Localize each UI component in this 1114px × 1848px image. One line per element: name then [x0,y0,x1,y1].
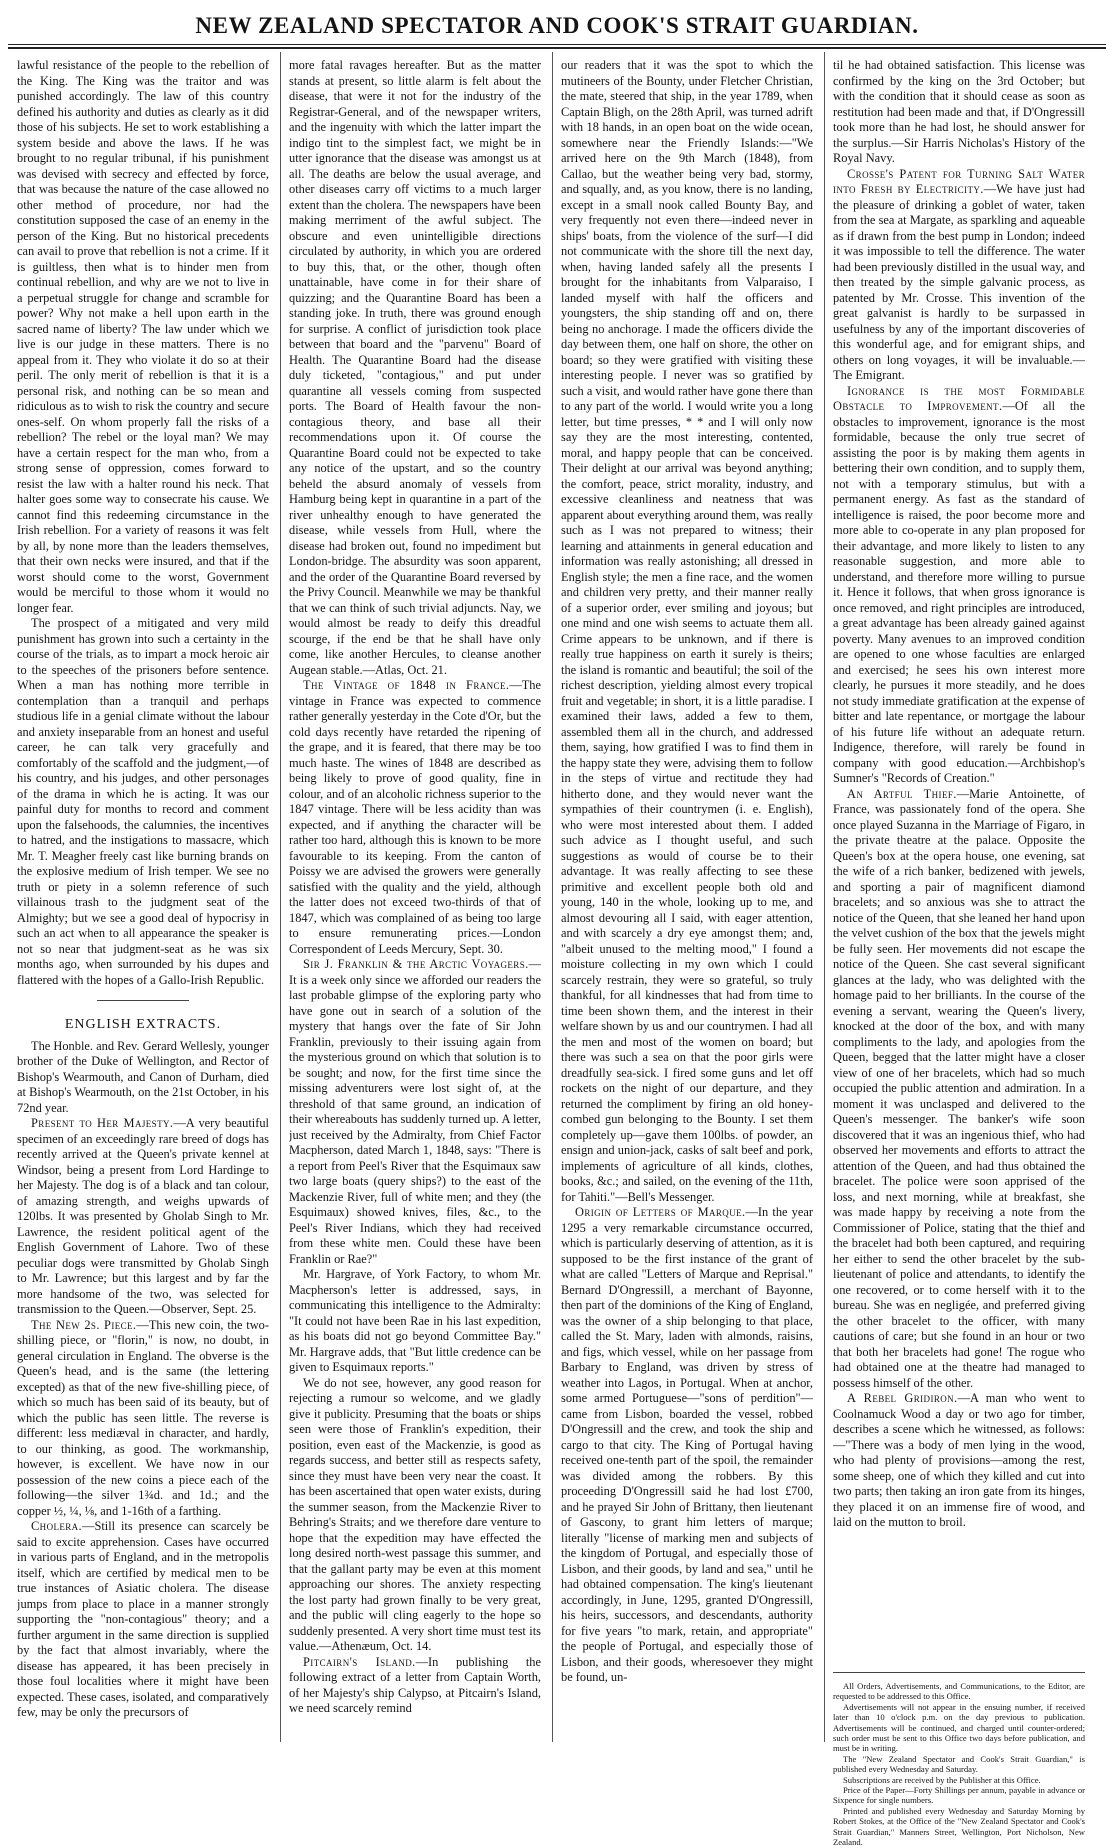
extract-text: —Marie Antoinette, of France, was passionately fond of the opera. She once played Suzanna in the Marriage of Figaro, in the private theatre at the palace. Opposite the Queen's box at the opera house, one evening, sat the wife of a rich banker, bedizened with jewels, and sporting a pair of magnificent diamond bracelets; and so anxious was she to attract the notice of the Queen, that she leaned her hand upon the velvet cushion of the box that the jewels might be fully seen. Her movements did not escape the notice of the Queen. She cast several significant glances at the lady, who was delighted with the homage paid to her brilliants. In the course of the evening a servant, wearing the Queen's livery, knocked at the door of the box, and with many compliments to the lady, and apologies from the Queen, begged that the latter might have a closer view of one of her bracelets, which had so much occupied the public attention and admiration. In a moment it was unclasped and delivered to the Queen's messenger. The banker's wife soon discovered that it was an ingenious thief, who had observed her movements and efforts to attract the attention of the Queen, and had thus obtained the bracelet. The police were soon apprised of the loss, and next morning, while at breakfast, she was made happy by receiving a note from the Commissioner of Police, stating that the thief and the bracelet had both been captured, and requiring her either to send the other bracelet by the sub-lieutenant of police and attendants, to identify the one recovered, or to come herself with it to the bureau. She was en negligée, and preferred giving the other bracelet to the officer, with many cautions of care; but she found in an hour or two that both her bracelets had gone! The rogue who had obtained one at the theatre had managed to possess himself of the other. [833,786,1085,1390]
extract-lead: The Vintage of 1848 in France. [303,678,510,692]
extract-paragraph [833,58,1085,167]
column-3 [561,58,813,1743]
column-divider [280,52,281,1742]
extract-paragraph [561,1205,813,1686]
extract-text: til he had obtained satisfaction. This license was confirmed by the king on the 3rd October; but with the condition that it should cease as soon as restitution had been made and that, if D'Ongressill took more than he had lost, he should answer for the surplus.—Sir Harris Nicholas's History of the Royal Navy. [833,58,1085,165]
publisher-notice [833,1672,1085,1848]
extract-lead: The New 2s. Piece. [31,1317,137,1332]
extract-text: —In the year 1295 a very remarkable circumstance occurred, which is particularly deserving of attention, as it is supposed to be the first instance of the grant of what are called "Letters of Marque and Reprisal." Bernard D'Ongressill, a merchant of Bayonne, then part of the dominions of the King of England, was the owner of a ship belonging to that place, called the St. Mary, laden with almonds, raisins, and figs, which vessel, while on her passage from Barbary to England, was driven by stress of weather into Lagos, in Portugal. When at anchor, some armed Portuguese—"sons of perdition"—came from Lisbon, boarded the vessel, robbed D'Ongressill and the crew, and took the ship and cargo to that city. The King of Portugal having received one-tenth part of the spoil, the remainder was divided among the robbers. By this proceeding D'Ongressill said he had lost £700, and he prayed Sir John of Brittany, then lieutenant of Gascony, to grant him letters of marque; literally "license of marking men and subjects of the kingdom of Portugal, and especially those of Lisbon, and their goods, by land and sea," until he had obtained compensation. The king's lieutenant accordingly, in June, 1295, granted D'Ongressill, his heirs, successors, and descendants, authority for five years "to mark, retain, and appropriate" the people of Portugal, and especially those of Lisbon, and their goods, wheresoever they might be found, un- [561,1205,813,1684]
extract-lead: Present to Her Majesty. [31,1116,174,1130]
extract-paragraph [833,1391,1085,1531]
notice-line: The "New Zealand Spectator and Cook's Strait Guardian," is published every Wednesday and Saturday. [833,1753,1085,1775]
notice-line: All Orders, Advertisements, and Communications, to the Editor, are requested to be addressed to this Office. [833,1681,1085,1702]
extract-text: —It is a week only since we afforded our readers the last probable glimpse of the exploring party who have gone out in search of a solution of the mystery that hangs over the fate of Sir John Franklin, previously to their issuing again from the mysterious ground on which that solution is to be sought; and now, for the first time since the missing adventurers were lost sight of, at the threshold of that same ground, an indication of their whereabouts has suddenly turned up. A letter, just received by the Admiralty, from Chief Factor Macpherson, dated March 1, 1848, says: "There is a report from Peel's River that the Esquimaux saw two large boats (query ships?) to the east of the Mackenzie River, full of white men; and they (the Esquimaux) showed knives, files, &c., to the Peel's River Indians, which they had received from these white men. Could these have been Franklin or Rae?" [289,957,541,1266]
extract-paragraph [289,678,541,957]
extract-paragraph [17,1318,269,1520]
notice-line: Printed and published every Wednesday and Saturday Morning by Robert Stokes, at the Office of the "New Zealand Spectator and Cook's Strait Guardian," Manners Street, Wellington, Port Nicholson, New Zealand. [833,1805,1085,1848]
extract-paragraph [289,957,541,1267]
section-rule [97,1000,189,1001]
column-1 [17,58,269,1743]
editorial-paragraph: lawful resistance of the people to the rebellion of the King. The King was the traitor and was punished accordingly. The law of this country defined his authority and duties as clearly as it did those of his subjects. He set to work establishing a system beside and above the laws. If he was brought to no regular tribunal, if his punishment was devised with secrecy and effected by force, that was because the nature of the case allowed no other method of procedure, nor had the constitution supposed the case of an enemy in the person of the King. But no historical precedents can avail to prove that rebellion is not a crime. If it is guiltless, then what is to hinder men from continual rebellion, and why are we not to live in a perpetual struggle for change and scramble for power? Why not make a hell upon earth in the sacred name of liberty? The law under which we live is our judge in these matters. There is no appeal from it. They who violate it do so at their peril. The only merit of rebellion is that it is a personal risk, and nothing can be so mean and ridiculous as to wish to risk the country and secure ones-self. On whom properly fall the risks of a rebellion? The rebel or the loyal man? We may have a certain respect for the man who, from a strong sense of oppression, comes forward to resist the law with a halter round his neck. That halter goes some way to consecrate his cause. We cannot find this redeeming circumstance in the Irish rebellion. For a variety of reasons it was felt by all, by none more than the leaders themselves, that their own necks were insured, and that if the worst should come to the worst, Government would be merciful to those whom it would no longer fear. [17,58,269,615]
extract-text: —The vintage in France was expected to commence rather generally yesterday in the Cote d'Or, but the cold days recently have retarded the ripening of the grape, and it is feared, that there may be too much haste. The wines of 1848 are described as being likely to prove of good quality, fine in colour, and of an alcoholic richness superior to the 1847 vintage. There will be less acidity than was expected, and if anything the character will be rather too hard, although this is known to be more favourable to its keeping. From the canton of Poissy we are advised the growers were generally satisfied with the quality and the yield, although the latter does not exceed two-thirds of that of 1847, which was complained of as being too large to ensure remunerating prices.—London Correspondent of Leeds Mercury, Sept. 30. [289,678,541,956]
extract-text: —Of all the obstacles to improvement, ignorance is the most formidable, because the only true secret of assisting the poor is by making them agents in bettering their own condition, and to supply them, not with a temporary stimulus, but with a permanent energy. As fast as the standard of intelligence is raised, the poor become more and more able to co-operate in any plan proposed for their advantage, and more likely to listen to any reasonable suggestion, and more able to understand, and therefore more willing to pursue it. Hence it follows, that when gross ignorance is once removed, and right principles are introduced, a great advantage has been already gained against poverty. Many avenues to an improved condition are opened to one whose faculties are enlarged and exercised; he sees his own interest more clearly, he pursues it more steadily, and he does not study immediate gratification at the expense of bitter and late repentance, or mortgage the labour of his future life without an adequate return. Indigence, therefore, will rarely be found in company with good education.—Archbishop's Sumner's "Records of Creation." [833,399,1085,785]
extract-lead: Origin of Letters of Marque. [575,1205,746,1219]
masthead-title: NEW ZEALAND SPECTATOR AND COOK'S STRAIT GUARDIAN. [195,13,919,38]
notice-line: Price of the Paper—Forty Shillings per annum, payable in advance or Sixpence for single numbers. [833,1785,1085,1806]
page-header [0,0,1114,46]
extract-text: —In publishing the following extract of a letter from Captain Worth, of her Majesty's ship Calypso, at Pitcairn's Island, we need scarcely remind [289,1654,541,1715]
extract-text: Mr. Hargrave, of York Factory, to whom Mr. Macpherson's letter is addressed, says, in communicating this intelligence to the Admiralty: "It could not have been Rae in his last expedition, as his boats did not go beyond Committee Bay." Mr. Hargrave adds, that "But little credence can be given to Esquimaux reports." [289,1267,541,1374]
extract-paragraph [833,787,1085,1392]
column-2 [289,58,541,1743]
section-title: ENGLISH EXTRACTS. [64,1017,222,1032]
extract-text: —A very beautiful specimen of an exceedingly rare breed of dogs has recently arrived at the Queen's private kennel at Windsor, being a present from Lord Hardinge to her Majesty. The dog is of a black and tan colour, of amazing strength, and weighs upwards of 120lbs. It was presented by Gholab Singh to Mr. Lawrence, the resident political agent of the English Government of Lahore. Two of these peculiar dogs were transmitted by Gholab Singh to Mr. Lawrence; but this largest and by far the more handsome of the two, was selected for transmission to the Queen.—Observer, Sept. 25. [17,1116,269,1316]
notice-line: Advertisements will not appear in the ensuing number, if received later than 10 o'clock p.m. on the day previous to publication. Advertisements will be continued, and charged until counter-ordered; such order must be sent to this Office two days before publication, and must be in writing. [833,1701,1085,1754]
extract-paragraph [17,1039,269,1117]
extract-lead: Cholera. [31,1519,83,1533]
extract-lead: Crosse's Patent for Turning Salt Water into Fresh by Electricity. [833,166,1085,196]
editorial-paragraph: The prospect of a mitigated and very mild punishment has grown into such a certainty in the course of the trials, as to impart a mock heroic air to the speeches of the prisoners before sentence. When a man has nothing more terrible in contemplation than a tranquil and perhaps studious life in a genial climate without the labour and anxiety inseparable from an honest and useful career, he can talk very gracefully and comfortably of the scaffold and the judgment,—of his country, and his judges, and other personages of the drama in which he is acting. It was our painful duty for months to record and comment upon the falsehoods, the calumnies, the incentives to hatred, and the instigations to massacre, which Mr. T. Meagher freely cast like burning brands on the explosive medium of Irish temper. We see no truth or piety in a solemn reference of such villainous trash to the judgment seat of the Almighty; but we see a good deal of hypocrisy in such an act when to all appearance the speaker is not so near that judgment-seat as he was six months ago, when surrounded by his dupes and flattered with the hopes of a Gallo-Irish Republic. [17,616,269,987]
extract-paragraph [289,1655,541,1717]
extract-text: more fatal ravages hereafter. But as the matter stands at present, so little alarm is felt about the disease, that were it not for the industry of the Registrar-General, and of the newspaper writers, and the ingenuity with which the latter impart the indigo tint to the simplest fact, we might be in utter ignorance that the disease was amongst us at all. The deaths are below the usual average, and other diseases carry off victims to a much larger extent than the cholera. The newspapers have been making merriment of the awful subject. The obscure and even unintelligible directions circulated by authority, in which you are ordered to buy this, that, or the other, though often unattainable, have come in for their share of quizzing; and the Quarantine Board has been a standing joke. In truth, there was ground enough for surprise. A conflict of jurisdiction took place between that board and the "parvenu" Board of Health. The Quarantine Board had the disease duly ticketed, "contagious," and put under quarantine all vessels coming from suspected ports. The Board of Health favour the non-contagious theory, and base all their recommendations upon it. Of course the Quarantine Board could not be expected to take any notice of the upstart, and so the country beheld the absurd anomaly of vessels from Hamburg being kept in quarantine in a part of the river unhealthy enough to have generated the disease, while vessels from Hull, where the disease had broken out, found no impediment but London-bridge. The absurdity was soon apparent, and the order of the Quarantine Board reversed by the Privy Council. Meanwhile we may be thankful that we can think of such trivial adjuncts. Nay, we would almost be ready to deify this dreadful scourge, if the end be that he shall have only come, like another Hercules, to cleanse another Augean stable.—Atlas, Oct. 21. [289,58,541,677]
column-divider [824,52,825,1742]
extract-lead: A Rebel Gridiron. [847,1391,958,1405]
extract-lead: An Artful Thief. [847,786,957,801]
extract-text: —Still its presence can scarcely be said to excite apprehension. Cases have occurred in various parts of England, and in the metropolis itself, which are certified by medical men to be true instances of Asiatic cholera. The disease jumps from place to place in a manner strongly supporting the "non-contagious" theory; and a further argument in the same direction is supplied by the fact that almost invariably, where the disease has appeared, it has been precisely in those foul localities where it might have been expected. These cases, isolated, and comparatively few, may be only the precursors of [17,1519,269,1719]
extract-text: We do not see, however, any good reason for rejecting a rumour so welcome, and we gladly give it publicity. Presuming that the boats or ships seen were those of Franklin's expedition, their position, even east of the Mackenzie, is good as regards success, and better still as respects safety, since they must have been very near the coast. It has been ascertained that open water exists, during the summer season, from the Mackenzie River to Behring's Straits; and we therefore dare venture to hope that the expedition may have effected the long desired north-west passage this summer, and that the gallant party may be even at this moment approaching our shores. The anxiety respecting the lost party had grown finally to be very great, and the public will cling eagerly to the hope so suddenly presented. A very short time must test its value.—Athenæum, Oct. 14. [289,1375,541,1653]
extract-paragraph [17,1116,269,1318]
extract-text: The Honble. and Rev. Gerard Wellesly, younger brother of the Duke of Wellington, and Rector of Bishop's Wearmouth, and Canon of Durham, died at Bishop's Wearmouth, on the 21st October, in his 72nd year. [17,1038,269,1115]
extract-lead: Ignorance is the most Formidable Obstacle to Improvement. [833,383,1085,413]
column-4 [833,58,1085,1663]
extract-paragraph [289,1376,541,1655]
extract-paragraph [289,1267,541,1376]
column-divider [552,52,553,1742]
extract-text: —A man who went to Coolnamuck Wood a day or two ago for timber, describes a scene which he witnessed, as follows:—"There was a body of men lying in the wood, who had plenty of provisions—among the rest, some sheep, one of which they killed and cut into two parts; then taking an iron gate from its hinges, they placed it on an immense fire of wood, and laid on the mutton to broil. [833,1391,1085,1529]
extract-paragraph [561,58,813,1205]
extract-lead: Sir J. Franklin & the Arctic Voyagers. [303,957,529,971]
extract-text: our readers that it was the spot to which the mutineers of the Bounty, under Fletcher Christian, the mate, steered that ship, in the year 1789, when Captain Bligh, on the 28th April, was turned adrift with 18 hands, in an open boat on the wide ocean, somewhere near the Friendly Islands:—"We arrived here on the 9th March (1848), from Callao, but the weather being very bad, stormy, and squally, and, as you know, there is no landing, except in a small nook called Bounty Bay, and very frequently not even there—indeed never in ships' boats, from the violence of the surf—I did not communicate with the shore till the next day, when, having landed safely all the presents I brought for the inhabitants from Valparaiso, I landed myself with half the officers and youngsters, the ship standing off and on, there being no anchorage. I made the officers divide the day between them, one half on shore, the other on board; so they were gratified with visiting these interesting people. I never was so gratified by such a visit, and would rather have gone there than to any part of the world. I would write you a long letter, but time presses, * * and I will only now say they are the most interesting, contented, moral, and happy people that can be conceived. Their delight at our arrival was beyond anything; the comfort, peace, strict morality, industry, and excessive cleanliness and neatness that was apparent about everything around them, was really such as I was not prepared to witness; their learning and attainments in general education and information was really astonishing; all dressed in English style; the men a fine race, and the women and children very pretty, and their manner really of a superior order, ever smiling and joyous; but one mind and one wish seems to actuate them all. Crime appears to be unknown, and if there is really true happiness on earth it surely is theirs; the island is romantic and beautiful; the soil of the richest description, yielding almost every tropical fruit and vegetable; in short, it is a little paradise. I examined their laws, added a few to them, assembled them all in the church, and addressed them, saying, how gratified I was to find them in the happy state they were, advising them to follow in the steps of virtue and rectitude they had hitherto done, and they would never want the sympathies of their countrymen (i. e. English), who were most interested about them. I added such advice as I thought useful, and such suggestions as would of course be to their advantage. It was really affecting to see these primitive and excellent people both old and young, 140 in the whole, looking up to me, and almost devouring all I said, with eager attention, and with scarcely a dry eye amongst them; and, "albeit unused to the melting mood," I found a moisture collecting in my own which I could scarcely restrain, they were so grateful, so truly thankful, for all kindnesses that had from time to time been shown them, and the interest in their welfare shown by us and our countrymen. I had all the men and most of the women on board; but there was such a sea on that the poor girls were dreadfully sea-sick. I fired some guns and let off rockets on the night of our departure, and they returned the compliment by firing an old honey-combed gun belonging to the Bounty. I set them completely up—gave them 100lbs. of powder, an ensign and union-jack, casks of salt beef and pork, implements of agriculture of all kinds, clothes, books, &c.; and sailed, on the evening of the 11th, for Tahiti."—Bell's Messenger. [561,58,813,1204]
extract-paragraph [833,167,1085,384]
extract-paragraph [289,58,541,678]
header-rule-thick [8,47,1106,49]
extract-lead: Pitcairn's Island. [303,1654,416,1669]
extract-text: —We have just had the pleasure of drinking a goblet of water, taken from the sea at Margate, as sparkling and aqueable as if drawn from the best pump in London; indeed it was impossible to tell the difference. The water had been previously distilled in the usual way, and then treated by the simple galvanic process, as patented by Mr. Crosse. This invention of the great galvanist is hardly to be surpassed in usefulness by any of the important discoveries of this wonderful age, and for emigrant ships, and others on long voyages, it will be invaluable.—The Emigrant. [833,182,1085,382]
extract-text: —This new coin, the two-shilling piece, or "florin," is now, no doubt, in general circulation in England. The obverse is the Queen's head, and is the same (the lettering excepted) as that of the new five-shilling piece, of which so much has been said of its beauty, but of which the public has seen little. The reverse is different: less mediæval in character, and hardly, to our thinking, as good. The workmanship, however, is excellent. We have now in our possession of the new coins a piece each of the following—the silver 1¾d. and 1d.; and the copper ½, ¼, ⅛, and 1-16th of a farthing. [17,1317,269,1518]
extract-paragraph [17,1519,269,1721]
notice-line: Subscriptions are received by the Publisher at this Office. [843,1774,1041,1785]
header-rule [8,44,1106,45]
extract-paragraph [833,384,1085,787]
